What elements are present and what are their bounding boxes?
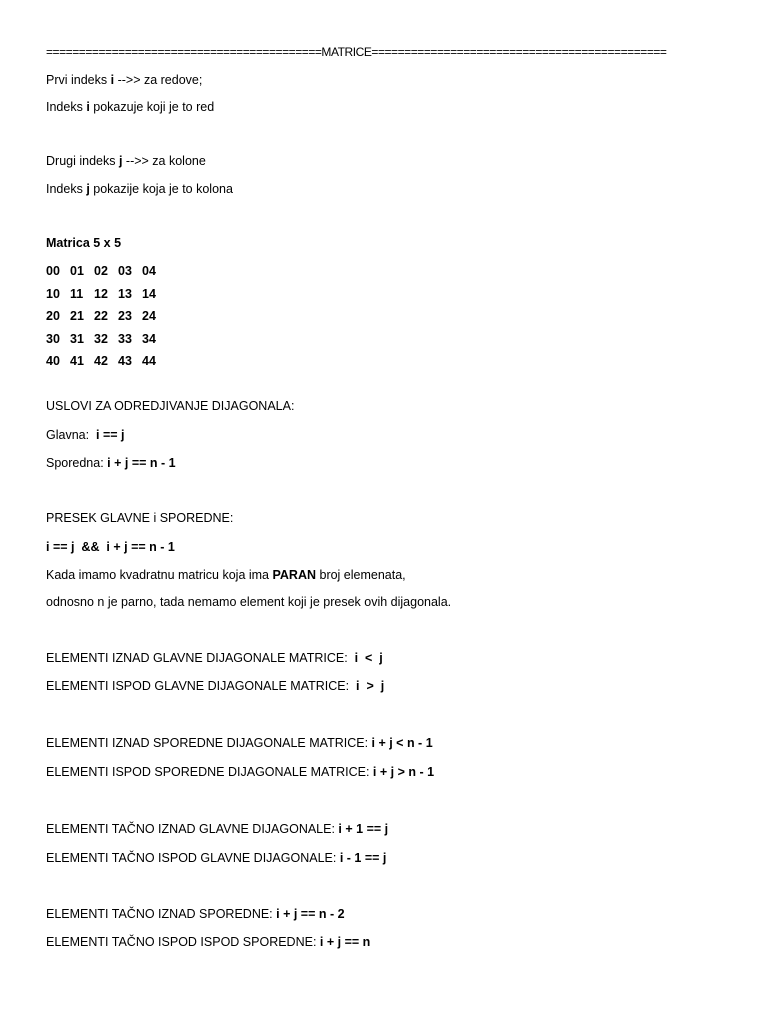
expression: i + j == n - 1 [107, 456, 176, 470]
matrix-cell: 12 [94, 287, 108, 301]
exactly-below-main [46, 850, 386, 866]
text: Kada imamo kvadratnu matricu koja ima [46, 568, 273, 582]
matrix-cell: 11 [70, 287, 84, 301]
matrix-row [46, 353, 166, 369]
second-index-line [46, 153, 206, 169]
intersection-heading: PRESEK GLAVNE i SPOREDNE: [46, 511, 234, 525]
expression: i - 1 == j [339, 851, 387, 865]
index-j-description [46, 181, 233, 197]
index-j: j [86, 182, 90, 196]
above-anti-diagonal [46, 735, 433, 751]
matrix-cell: 10 [46, 287, 60, 301]
text: broj elemenata, [316, 568, 406, 582]
text: ELEMENTI TAČNO ISPOD GLAVNE DIJAGONALE: [46, 851, 340, 865]
matrix-cell: 22 [94, 309, 108, 323]
text: -->> za kolone [122, 154, 206, 168]
matrix-cell: 44 [142, 354, 156, 368]
matrix-cell: 33 [118, 332, 132, 346]
matrix-row [46, 308, 166, 324]
first-index-line [46, 72, 202, 88]
index-j: j [118, 154, 123, 168]
matrix-cell: 23 [118, 309, 132, 323]
text: ELEMENTI IZNAD GLAVNE DIJAGONALE MATRICE: [46, 651, 355, 665]
exactly-above-main [46, 821, 388, 837]
matrix-cell: 01 [70, 264, 84, 278]
expression: i + j > n - 1 [372, 765, 435, 779]
matrix-cell: 21 [70, 309, 84, 323]
below-anti-diagonal [46, 764, 434, 780]
matrice-header: ==========================================MATRICE============================================= [46, 45, 667, 59]
matrix-cell: 14 [142, 287, 156, 301]
matrix-row [46, 331, 166, 347]
expression: i > j [356, 679, 385, 693]
emphasis: PARAN [272, 568, 317, 582]
matrix-cell: 04 [142, 264, 156, 278]
conditions-heading: USLOVI ZA ODREDJIVANJE DIJAGONALA: [46, 399, 295, 413]
matrix-title: Matrica 5 x 5 [46, 236, 122, 250]
text: ELEMENTI TAČNO ISPOD ISPOD SPOREDNE: [46, 935, 320, 949]
expression: i + j == n [319, 935, 371, 949]
expression: i < j [354, 651, 383, 665]
matrix-row [46, 286, 166, 302]
matrix-cell: 00 [46, 264, 60, 278]
expression: i + j == n - 2 [276, 907, 345, 921]
matrix-cell: 30 [46, 332, 60, 346]
text: Indeks [46, 182, 87, 196]
text: ELEMENTI TAČNO IZNAD SPOREDNE: [46, 907, 277, 921]
exactly-above-anti [46, 906, 345, 922]
matrix-cell: 34 [142, 332, 156, 346]
text: -->> za redove; [114, 73, 203, 87]
index-i: i [86, 100, 90, 114]
text: ELEMENTI IZNAD SPOREDNE DIJAGONALE MATRICE: [46, 736, 372, 750]
exactly-below-anti [46, 934, 370, 950]
matrix-cell: 03 [118, 264, 132, 278]
text: ELEMENTI TAČNO IZNAD GLAVNE DIJAGONALE: [46, 822, 339, 836]
expression: i + 1 == j [338, 822, 389, 836]
text: pokazuje koji je to red [89, 100, 215, 114]
expression: i == j [96, 428, 125, 442]
expression: i + j < n - 1 [371, 736, 433, 750]
text: Prvi indeks [46, 73, 111, 87]
matrix-cell: 20 [46, 309, 60, 323]
matrix-cell: 40 [46, 354, 60, 368]
intersection-expression: i == j && i + j == n - 1 [46, 540, 175, 554]
matrix-cell: 42 [94, 354, 108, 368]
matrix-cell: 31 [70, 332, 84, 346]
matrix-row [46, 263, 166, 279]
matrix-cell: 43 [118, 354, 132, 368]
index-i-description [46, 99, 214, 115]
text: ELEMENTI ISPOD SPOREDNE DIJAGONALE MATRICE: [46, 765, 373, 779]
text: Glavna: [46, 428, 97, 442]
matrix-cell: 24 [142, 309, 156, 323]
anti-diagonal-condition [46, 455, 176, 471]
index-i: i [110, 73, 115, 87]
text: Drugi indeks [46, 154, 119, 168]
matrix-cell: 32 [94, 332, 108, 346]
intersection-note-2: odnosno n je parno, tada nemamo element koji je presek ovih dijagonala. [46, 595, 452, 609]
text: pokazije koja je to kolona [89, 182, 233, 196]
intersection-note [46, 567, 406, 583]
matrix-cell: 02 [94, 264, 108, 278]
text: ELEMENTI ISPOD GLAVNE DIJAGONALE MATRICE: [46, 679, 357, 693]
text: Sporedna: [46, 456, 108, 470]
text: Indeks [46, 100, 87, 114]
matrix-cell: 41 [70, 354, 84, 368]
main-diagonal-condition [46, 427, 125, 443]
below-main-diagonal [46, 678, 384, 694]
above-main-diagonal [46, 650, 383, 666]
matrix-cell: 13 [118, 287, 132, 301]
